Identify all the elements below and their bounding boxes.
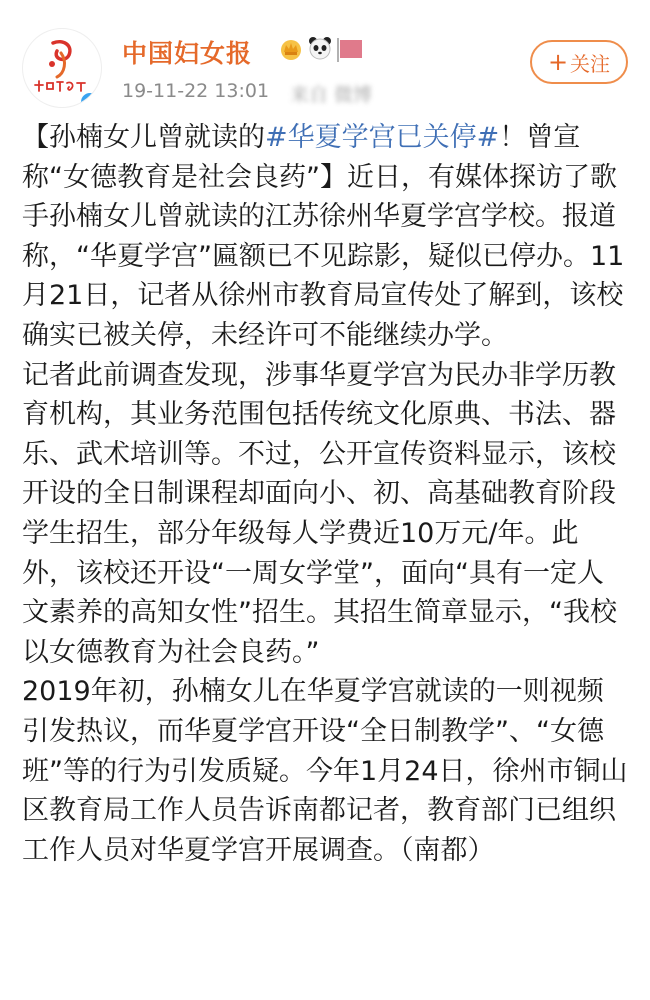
- verified-check-icon: [79, 91, 101, 108]
- panda-icon: [306, 34, 334, 62]
- paragraph-1-text: ！曾宣称“女德教育是社会良药”】近日，有媒体探访了歌手孙楠女儿曾就读的江苏徐州华夏学宫学校。报道称，“华夏学宫”匾额已不见踪影，疑似已停办。11月21日，记者从徐州市教育局宣传处了解到，该校确实已被关停，未经许可不能继续办学。: [22, 122, 625, 351]
- post-paragraph-3: 2019年初，孙楠女儿在华夏学宫就读的一则视频引发热议，而华夏学宫开设“全日制教学”、“女德班”等的行为引发质疑。今年1月24日，徐州市铜山区教育局工作人员告诉南都记者，教育部门已组织工作人员对华夏学宫开展调查。（南都）: [22, 676, 628, 866]
- post-header: [22, 22, 628, 122]
- avatar[interactable]: [22, 28, 102, 108]
- post-time: 19-11-22 13:01: [122, 80, 270, 102]
- post-content: [22, 118, 628, 870]
- post-paragraph-2: 记者此前调查发现，涉事华夏学宫为民办非学历教育机构，其业务范围包括传统文化原典、书法、器乐、武术培训等。不过，公开宣传资料显示，该校开设的全日制课程却面向小、初、高基础教育阶段学生招生，部分年级每人学费近10万元/年。此外，该校还开设“一周女学堂”，面向“具有一定人文素养的高知女性”招生。其招生简章显示，“我校以女德教育为社会良药。”: [22, 359, 617, 668]
- post-paragraph-1: [22, 118, 628, 356]
- plus-icon: +: [547, 48, 569, 76]
- crown-icon: [278, 36, 304, 62]
- headline-open: 【孙楠女儿曾就读的: [22, 122, 265, 153]
- follow-button-label: 关注: [570, 51, 611, 76]
- author-name[interactable]: 中国妇女报: [122, 39, 253, 68]
- post-source: 来自 微博: [290, 84, 373, 106]
- follow-button[interactable]: [530, 40, 628, 84]
- name-badges: [274, 34, 374, 64]
- topic-link[interactable]: #华夏学宫已关停#: [265, 122, 500, 153]
- flag-icon: [336, 34, 366, 64]
